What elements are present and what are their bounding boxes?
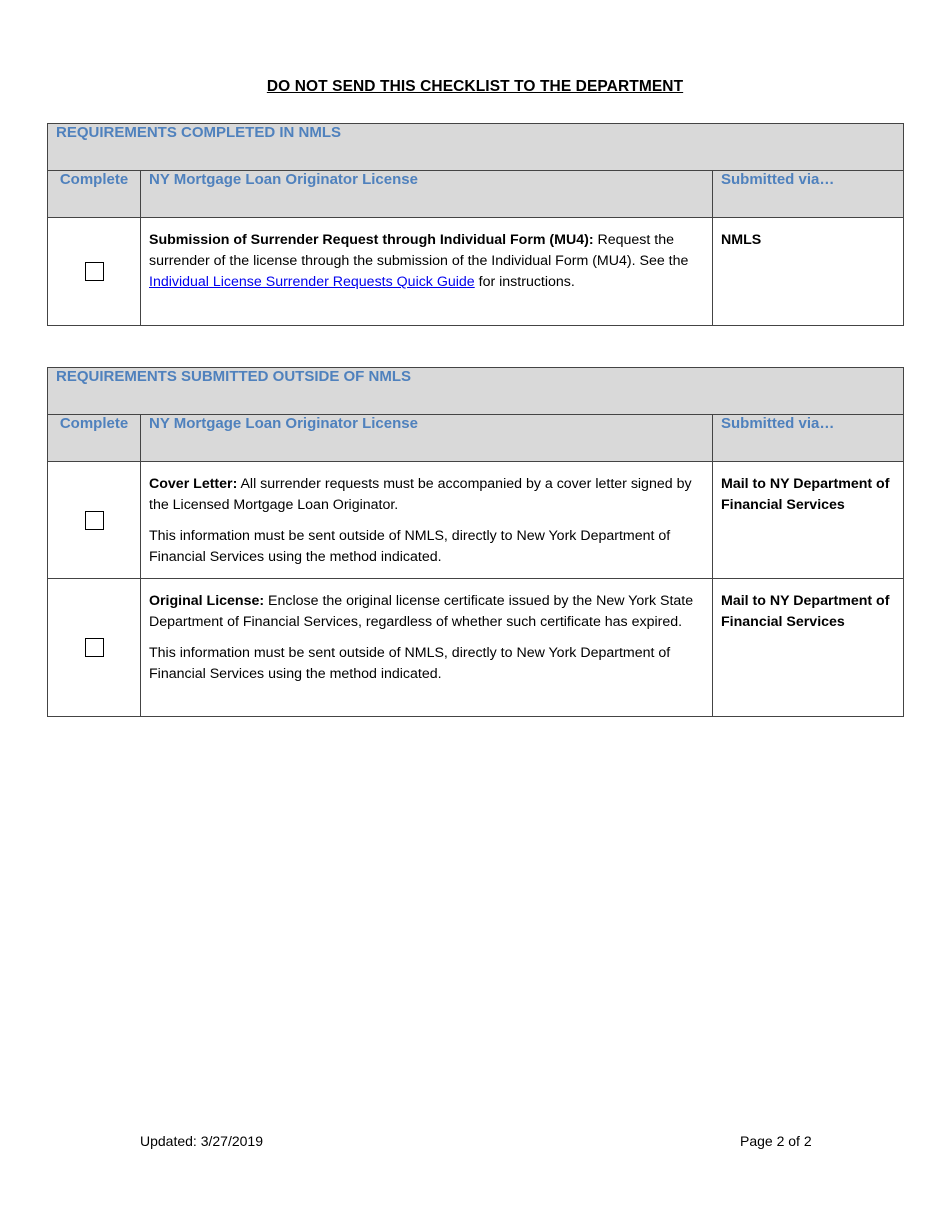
requirement-row-mu4 (48, 218, 904, 326)
page-heading: DO NOT SEND THIS CHECKLIST TO THE DEPARTMENT (266, 78, 684, 95)
submitted-via-value: NMLS (713, 218, 904, 326)
complete-cell (48, 579, 141, 717)
requirement-text: Request the surrender of the license through the submission of the Individual Form (MU4). See the (149, 232, 689, 269)
quick-guide-link[interactable]: Individual License Surrender Requests Quick Guide (149, 274, 475, 290)
submitted-via-column-header: Submitted via… (713, 171, 904, 218)
section-title: REQUIREMENTS SUBMITTED OUTSIDE OF NMLS (48, 368, 904, 415)
requirement-note: This information must be sent outside of NMLS, directly to New York Department of Financial Services using the method indicated. (149, 528, 671, 565)
license-column-header: NY Mortgage Loan Originator License (141, 171, 713, 218)
license-column-header: NY Mortgage Loan Originator License (141, 415, 713, 462)
section-title-row (48, 368, 904, 415)
footer-page-number: Page 2 of 2 (740, 1133, 812, 1149)
outside-nmls-requirements-table (47, 367, 904, 717)
column-header-row (48, 171, 904, 218)
section-title-row (48, 124, 904, 171)
complete-cell (48, 218, 141, 326)
submitted-via-column-header: Submitted via… (713, 415, 904, 462)
complete-column-header: Complete (48, 415, 141, 462)
requirement-label: Original License: (149, 593, 265, 609)
requirement-row-cover-letter (48, 462, 904, 579)
complete-cell (48, 462, 141, 579)
requirement-label: Submission of Surrender Request through Individual Form (MU4): (149, 232, 594, 248)
complete-checkbox[interactable] (85, 638, 104, 657)
complete-column-header: Complete (48, 171, 141, 218)
requirement-label: Cover Letter: (149, 476, 238, 492)
complete-checkbox[interactable] (85, 511, 104, 530)
column-header-row (48, 415, 904, 462)
requirement-text: Enclose the original license certificate issued by the New York State Department of Financial Services, regardless of whether such certificate has expired. (149, 593, 694, 630)
requirement-text: All surrender requests must be accompanied by a cover letter signed by the Licensed Mortgage Loan Originator. (149, 476, 692, 513)
footer-updated-date: Updated: 3/27/2019 (140, 1133, 263, 1149)
requirement-description (141, 218, 713, 326)
requirement-description (141, 579, 713, 717)
complete-checkbox[interactable] (85, 262, 104, 281)
submitted-via-value: Mail to NY Department of Financial Services (713, 462, 904, 579)
submitted-via-value: Mail to NY Department of Financial Services (713, 579, 904, 717)
requirement-description (141, 462, 713, 579)
section-title: REQUIREMENTS COMPLETED IN NMLS (48, 124, 904, 171)
requirement-row-original-license (48, 579, 904, 717)
requirement-note: This information must be sent outside of NMLS, directly to New York Department of Financial Services using the method indicated. (149, 645, 671, 682)
nmls-requirements-table (47, 123, 904, 326)
requirement-text-end: for instructions. (474, 274, 575, 290)
